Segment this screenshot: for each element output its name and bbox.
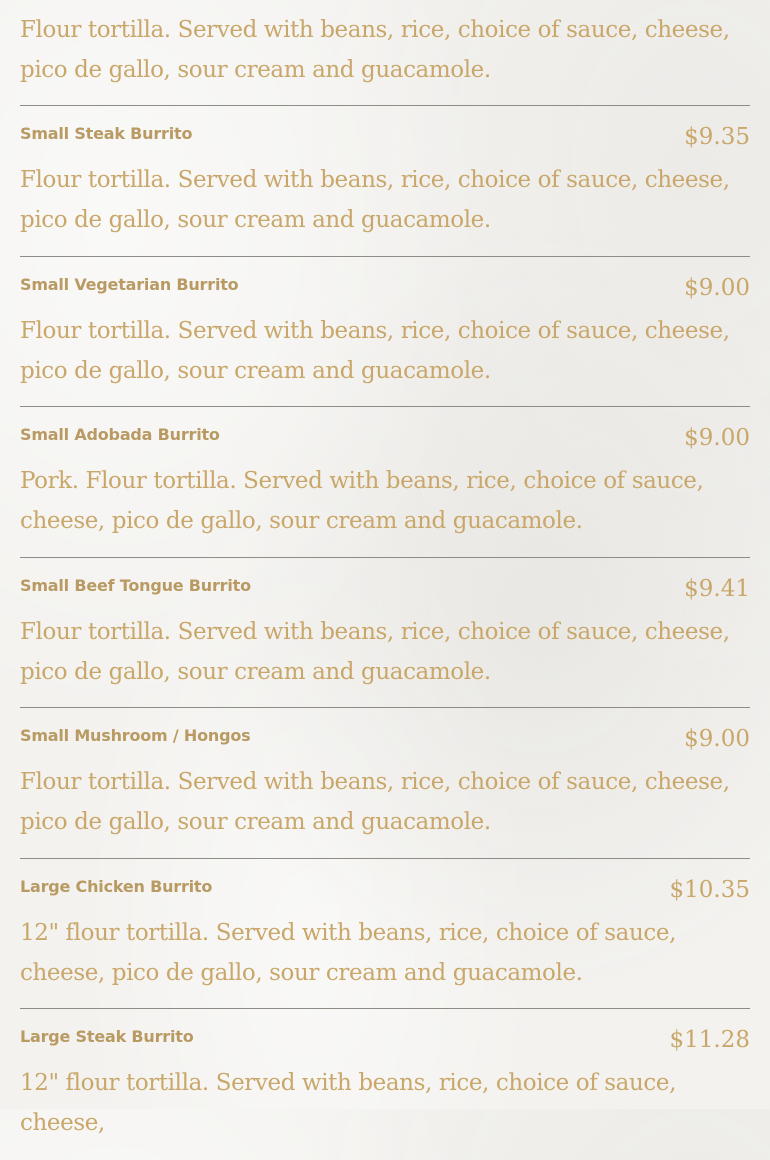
item-description: Pork. Flour tortilla. Served with beans, rice, choice of sauce, cheese, pico de gallo, sour cream and guacamole. xyxy=(20,468,704,534)
menu-item[interactable] xyxy=(20,1009,750,1160)
item-name: Small Steak Burrito xyxy=(20,124,193,143)
item-description: Flour tortilla. Served with beans, rice, choice of sauce, cheese, pico de gallo, sour cream and guacamole. xyxy=(20,618,730,685)
item-price: $9.00 xyxy=(684,274,750,301)
menu-item[interactable] xyxy=(20,106,750,257)
item-description: 12" flour tortilla. Served with beans, rice, choice of sauce, cheese, xyxy=(20,1070,676,1136)
menu-item[interactable] xyxy=(20,257,750,408)
item-price: $9.00 xyxy=(684,726,750,752)
menu-item[interactable] xyxy=(20,708,750,859)
item-description: Flour tortilla. Served with beans, rice, choice of sauce, cheese, pico de gallo, sour cream and guacamole. xyxy=(20,769,730,835)
item-price: $9.41 xyxy=(684,575,750,602)
item-price: $9.00 xyxy=(684,425,750,451)
item-name: Small Beef Tongue Burrito xyxy=(20,575,251,595)
item-name: Large Steak Burrito xyxy=(20,1027,194,1046)
menu-item[interactable] xyxy=(20,407,750,558)
item-price: $9.35 xyxy=(684,124,750,150)
menu-item[interactable] xyxy=(20,558,750,709)
item-price: $10.35 xyxy=(669,876,750,903)
menu-item[interactable] xyxy=(20,859,750,1010)
menu-list xyxy=(20,0,750,1160)
item-name: Small Mushroom / Hongos xyxy=(20,726,251,745)
item-description: Flour tortilla. Served with beans, rice, choice of sauce, cheese, pico de gallo, sour cream and guacamole. xyxy=(20,167,730,233)
item-name: Small Vegetarian Burrito xyxy=(20,274,239,294)
item-name: Large Chicken Burrito xyxy=(20,876,213,896)
item-description: 12" flour tortilla. Served with beans, rice, choice of sauce, cheese, pico de gallo, sour cream and guacamole. xyxy=(20,919,676,986)
item-name: Small Adobada Burrito xyxy=(20,425,220,444)
item-price: $11.28 xyxy=(669,1027,750,1053)
menu-item-partial xyxy=(20,0,750,106)
item-description: Flour tortilla. Served with beans, rice, choice of sauce, cheese, pico de gallo, sour cream and guacamole. xyxy=(20,317,730,384)
item-description: Flour tortilla. Served with beans, rice, choice of sauce, cheese, pico de gallo, sour cream and guacamole. xyxy=(20,17,730,83)
